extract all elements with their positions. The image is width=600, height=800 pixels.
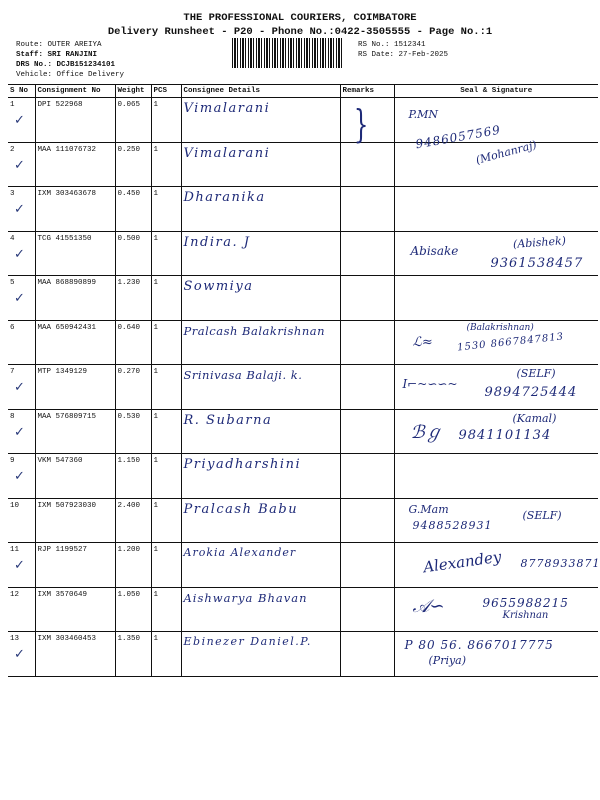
table-row bbox=[8, 98, 598, 143]
sno-cell: 9 ✓ bbox=[8, 454, 35, 499]
consignee-cell: Sowmiya bbox=[181, 276, 340, 321]
consignee-cell: Ebinezer Daniel.P. bbox=[181, 632, 340, 677]
rs-date: RS Date: 27-Feb-2025 bbox=[358, 51, 449, 59]
seal-cell bbox=[394, 632, 598, 677]
consignment-cell: MAA 111076732 bbox=[35, 142, 115, 187]
table-row bbox=[8, 543, 598, 588]
receiver-note: (SELF) bbox=[522, 508, 562, 522]
weight-cell: 0.065 bbox=[115, 98, 151, 143]
consignment-cell: DPI 522968 bbox=[35, 98, 115, 143]
seal-cell bbox=[394, 142, 598, 187]
consignee-cell: Vimalarani bbox=[181, 142, 340, 187]
consignee-cell: R. Subarna bbox=[181, 409, 340, 454]
table-row bbox=[8, 632, 598, 677]
consignment-cell: IXM 303463678 bbox=[35, 187, 115, 232]
remarks-cell bbox=[340, 231, 394, 276]
consignment-cell: VKM 547360 bbox=[35, 454, 115, 499]
pcs-cell: 1 bbox=[151, 409, 181, 454]
consignment-cell: MAA 576809715 bbox=[35, 409, 115, 454]
consignment-cell: IXM 3570649 bbox=[35, 587, 115, 632]
sno-cell: 1 ✓ bbox=[8, 98, 35, 143]
weight-cell: 0.270 bbox=[115, 365, 151, 410]
table-row bbox=[8, 276, 598, 321]
table-row bbox=[8, 498, 598, 543]
signature: Abisake bbox=[410, 243, 459, 258]
pcs-cell: 1 bbox=[151, 632, 181, 677]
signature: G.Mam bbox=[408, 502, 449, 516]
sno-cell: 12 bbox=[8, 587, 35, 632]
seal-cell bbox=[394, 276, 598, 321]
sno-cell: 10 bbox=[8, 498, 35, 543]
col-remarks: Remarks bbox=[340, 85, 394, 98]
consignment-cell: IXM 507923030 bbox=[35, 498, 115, 543]
weight-cell: 1.150 bbox=[115, 454, 151, 499]
consignee-cell: Aishwarya Bhavan bbox=[181, 587, 340, 632]
remarks-cell bbox=[340, 409, 394, 454]
seal-cell bbox=[394, 409, 598, 454]
sno-cell: 3 ✓ bbox=[8, 187, 35, 232]
pcs-cell: 1 bbox=[151, 543, 181, 588]
seal-cell bbox=[394, 454, 598, 499]
pcs-cell: 1 bbox=[151, 276, 181, 321]
route-line: Route: OUTER AREIYA bbox=[16, 41, 102, 49]
remarks-cell bbox=[340, 98, 394, 146]
receiver-note: (Balakrishnan) bbox=[466, 322, 534, 333]
weight-cell: 0.450 bbox=[115, 187, 151, 232]
consignment-cell: RJP 1199527 bbox=[35, 543, 115, 588]
weight-cell: 0.530 bbox=[115, 409, 151, 454]
seal-cell bbox=[394, 587, 598, 632]
pcs-cell: 1 bbox=[151, 98, 181, 143]
table-row bbox=[8, 231, 598, 276]
col-consignment: Consignment No bbox=[35, 85, 115, 98]
tick-mark-icon: ✓ bbox=[14, 558, 25, 573]
sno-cell: 4 ✓ bbox=[8, 231, 35, 276]
sno-cell: 13 ✓ bbox=[8, 632, 35, 677]
tick-mark-icon: ✓ bbox=[14, 424, 25, 440]
remarks-cell bbox=[340, 454, 394, 499]
seal-cell bbox=[394, 543, 598, 588]
receiver-note: (SELF) bbox=[516, 367, 556, 380]
pcs-cell: 1 bbox=[151, 142, 181, 187]
seal-cell bbox=[394, 320, 598, 365]
remarks-cell bbox=[340, 543, 394, 588]
phone-number: 8778933871 bbox=[520, 557, 600, 570]
seal-cell bbox=[394, 498, 598, 543]
table-header-row bbox=[8, 85, 598, 98]
tick-mark-icon: ✓ bbox=[14, 246, 25, 262]
col-sno: S No bbox=[8, 85, 35, 98]
signature: P.MN bbox=[408, 108, 439, 121]
tick-mark-icon: ✓ bbox=[14, 202, 25, 217]
sno-cell: 2 ✓ bbox=[8, 142, 35, 187]
consignee-cell: Pralcash Babu bbox=[181, 498, 340, 543]
remarks-cell bbox=[340, 587, 394, 632]
seal-cell bbox=[394, 98, 598, 167]
consignee-cell: Vimalarani bbox=[181, 98, 340, 143]
runsheet-table bbox=[8, 84, 598, 677]
signature-scribble-icon: 𝒜∽ bbox=[412, 595, 445, 617]
consignee-cell: Pralcash Balakrishnan bbox=[181, 320, 340, 365]
consignee-cell: Arokia Alexander bbox=[181, 543, 340, 588]
remarks-cell bbox=[340, 632, 394, 677]
sno-cell: 8 ✓ bbox=[8, 409, 35, 454]
runsheet-subtitle: Delivery Runsheet - P20 - Phone No.:0422-3505555 - Page No.:1 bbox=[107, 26, 493, 38]
weight-cell: 0.500 bbox=[115, 231, 151, 276]
weight-cell: 1.230 bbox=[115, 276, 151, 321]
pcs-cell: 1 bbox=[151, 587, 181, 632]
remarks-cell bbox=[340, 187, 394, 232]
receiver-note: (Priya) bbox=[428, 654, 467, 667]
route-info bbox=[16, 40, 124, 80]
pcs-cell: 1 bbox=[151, 320, 181, 365]
consignee-cell: Dharanika bbox=[181, 187, 340, 232]
rs-number: RS No.: 1512341 bbox=[358, 41, 426, 49]
table-row bbox=[8, 320, 598, 365]
weight-cell: 0.640 bbox=[115, 320, 151, 365]
phone-number: P 80 56. 8667017775 bbox=[404, 638, 554, 652]
weight-cell: 1.050 bbox=[115, 587, 151, 632]
pcs-cell: 1 bbox=[151, 231, 181, 276]
phone-number: 9841101134 bbox=[458, 427, 552, 443]
phone-number: 9488528931 bbox=[412, 518, 493, 532]
consignment-cell: TCG 41551350 bbox=[35, 231, 115, 276]
table-row bbox=[8, 142, 598, 187]
tick-mark-icon: ✓ bbox=[14, 647, 25, 662]
weight-cell: 2.400 bbox=[115, 498, 151, 543]
signature-scribble-icon: I⌐~∽∽~ bbox=[402, 377, 458, 391]
pcs-cell: 1 bbox=[151, 454, 181, 499]
sno-cell: 5 ✓ bbox=[8, 276, 35, 321]
consignment-cell: IXM 303460453 bbox=[35, 632, 115, 677]
col-weight: Weight bbox=[115, 85, 151, 98]
phone-number: 9894725444 bbox=[484, 385, 578, 400]
consignment-cell: MAA 650942431 bbox=[35, 320, 115, 365]
receiver-note: (Mohanraj) bbox=[473, 138, 538, 167]
receiver-note: (Abishek) bbox=[512, 233, 566, 251]
sno-cell: 6 bbox=[8, 320, 35, 365]
brace-mark-icon: } bbox=[353, 102, 368, 146]
phone-number: 9486057569 bbox=[413, 122, 502, 152]
signature-scribble-icon: ℒ≈ bbox=[412, 334, 433, 350]
weight-cell: 1.200 bbox=[115, 543, 151, 588]
remarks-cell bbox=[340, 498, 394, 543]
remarks-cell bbox=[340, 320, 394, 365]
consignee-cell: Srinivasa Balaji. k. bbox=[181, 365, 340, 410]
phone-number: 1530 8667847813 bbox=[456, 330, 565, 354]
col-consignee: Consignee Details bbox=[181, 85, 340, 98]
receiver-note: (Kamal) bbox=[512, 411, 557, 425]
weight-cell: 1.350 bbox=[115, 632, 151, 677]
col-seal: Seal & Signature bbox=[394, 85, 598, 98]
consignment-cell: MAA 868890899 bbox=[35, 276, 115, 321]
consignee-cell: Priyadharshini bbox=[181, 454, 340, 499]
tick-mark-icon: ✓ bbox=[14, 113, 25, 128]
company-title: THE PROFESSIONAL COURIERS, COIMBATORE bbox=[183, 12, 417, 24]
barcode bbox=[232, 38, 342, 68]
remarks-cell bbox=[340, 142, 394, 187]
drs-line: DRS No.: DCJB151234101 bbox=[16, 61, 116, 69]
consignment-cell: MTP 1349129 bbox=[35, 365, 115, 410]
phone-number: 9361538457 bbox=[490, 255, 584, 271]
sno-cell: 7 ✓ bbox=[8, 365, 35, 410]
tick-mark-icon: ✓ bbox=[14, 157, 25, 173]
staff-line: Staff: SRI RANJINI bbox=[16, 51, 98, 59]
signature-scribble-icon: ℬℊ bbox=[410, 421, 443, 443]
table-row bbox=[8, 365, 598, 410]
remarks-cell bbox=[340, 365, 394, 410]
sno-cell: 11 ✓ bbox=[8, 543, 35, 588]
col-pcs: PCS bbox=[151, 85, 181, 98]
seal-cell bbox=[394, 187, 598, 232]
pcs-cell: 1 bbox=[151, 365, 181, 410]
signature: Alexandey bbox=[421, 547, 502, 577]
tick-mark-icon: ✓ bbox=[14, 380, 25, 395]
rs-info bbox=[358, 40, 448, 60]
seal-cell bbox=[394, 231, 598, 276]
table-row bbox=[8, 454, 598, 499]
tick-mark-icon: ✓ bbox=[14, 291, 25, 306]
weight-cell: 0.250 bbox=[115, 142, 151, 187]
seal-cell bbox=[394, 365, 598, 410]
vehicle-line: Vehicle: Office Delivery bbox=[16, 71, 125, 79]
receiver-note: Krishnan bbox=[502, 609, 549, 621]
tick-mark-icon: ✓ bbox=[14, 469, 25, 484]
consignee-cell: Indira. J bbox=[181, 231, 340, 276]
table-row bbox=[8, 409, 598, 454]
pcs-cell: 1 bbox=[151, 187, 181, 232]
table-row bbox=[8, 187, 598, 232]
pcs-cell: 1 bbox=[151, 498, 181, 543]
table-row bbox=[8, 587, 598, 632]
remarks-cell bbox=[340, 276, 394, 321]
phone-number: 9655988215 bbox=[482, 595, 569, 610]
